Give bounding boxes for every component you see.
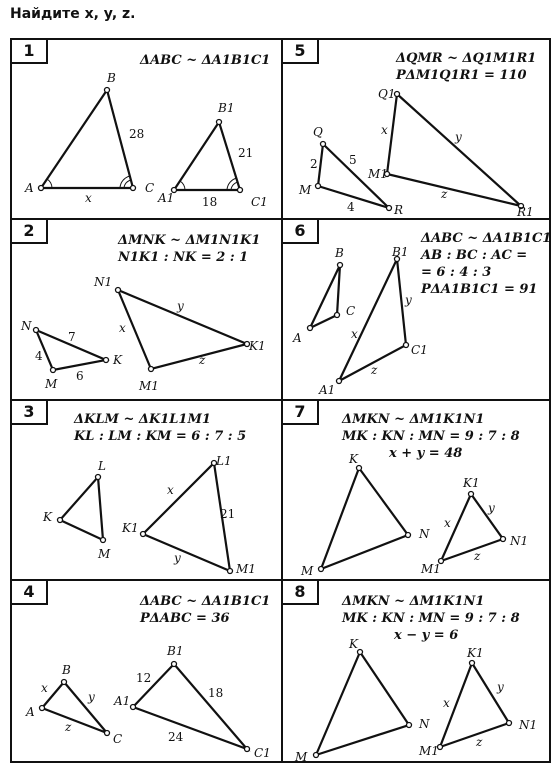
vertex-label: M (98, 547, 111, 561)
vertex-point (406, 533, 411, 538)
vertex-label: A (26, 705, 35, 719)
vertex-point (501, 537, 506, 542)
angle-mark (124, 180, 131, 188)
vertex-label: R (394, 203, 404, 217)
vertex-label: B1 (167, 644, 184, 658)
vertex-point (149, 367, 154, 372)
vertex-point (245, 747, 250, 752)
vertex-point (39, 186, 44, 191)
side-label: 2 (310, 157, 318, 171)
triangle-q1m1r1 (387, 94, 521, 206)
triangle-abc (42, 682, 107, 733)
triangle-mkn (316, 652, 409, 755)
triangle-figure (12, 581, 285, 765)
side-label: 24 (168, 730, 184, 744)
vertex-label: C1 (251, 195, 268, 209)
vertex-point (105, 731, 110, 736)
side-label: 4 (347, 200, 355, 214)
vertex-label: C1 (254, 746, 271, 760)
vertex-point (34, 328, 39, 333)
problem-4 (10, 579, 283, 763)
vertex-label: N1 (510, 534, 529, 548)
vertex-point (470, 661, 475, 666)
side-label: y (455, 130, 462, 144)
condition-line: = 6 : 4 : 3 (421, 265, 492, 280)
vertex-label: A (293, 331, 302, 345)
condition-line: PΔABC = 36 (140, 611, 230, 626)
side-label: x (119, 321, 126, 335)
problem-number: 1 (10, 38, 48, 64)
problem-number: 4 (10, 579, 48, 605)
condition-line: MK : KN : MN = 9 : 7 : 8 (342, 429, 520, 444)
condition-line: ΔMKN ~ ΔM1K1N1 (342, 412, 485, 427)
condition-line: ΔABC ~ ΔA1B1C1 (140, 594, 271, 609)
vertex-label: M (45, 377, 58, 391)
side-label: 4 (35, 349, 43, 363)
vertex-label: B (107, 71, 116, 85)
vertex-point (238, 188, 243, 193)
vertex-label: N (21, 319, 32, 333)
vertex-point (51, 368, 56, 373)
vertex-point (141, 532, 146, 537)
side-label: x (444, 516, 451, 530)
triangle-k1l1m1 (143, 463, 230, 571)
vertex-point (105, 88, 110, 93)
problem-3 (10, 399, 283, 581)
side-label: z (476, 735, 483, 749)
side-label: y (174, 551, 181, 565)
problem-7 (281, 399, 551, 581)
triangle-figure (283, 401, 553, 583)
vertex-point (62, 680, 67, 685)
vertex-label: N1 (519, 718, 538, 732)
side-label: y (405, 293, 412, 307)
angle-mark (227, 178, 237, 190)
side-label: 6 (76, 369, 84, 383)
side-label: z (65, 720, 72, 734)
side-label: 18 (208, 686, 224, 700)
side-label: x (41, 681, 48, 695)
vertex-point (96, 475, 101, 480)
triangle-m1k1n1 (440, 663, 509, 747)
vertex-point (407, 723, 412, 728)
vertex-point (335, 313, 340, 318)
problem-number: 5 (281, 38, 319, 64)
vertex-label: K (113, 353, 122, 367)
problem-1 (10, 38, 283, 220)
vertex-label: K (43, 510, 52, 524)
triangle-abc (41, 90, 133, 188)
vertex-label: M1 (368, 167, 388, 181)
triangle-a1b1c1 (174, 122, 240, 190)
vertex-label: N1 (94, 275, 113, 289)
condition-line: PΔM1Q1R1 = 110 (396, 68, 527, 83)
triangle-figure (283, 220, 553, 403)
condition-line: ΔQMR ~ ΔQ1M1R1 (396, 51, 537, 66)
vertex-label: N (419, 527, 430, 541)
side-label: 12 (136, 671, 152, 685)
triangle-figure (12, 40, 285, 222)
vertex-point (469, 492, 474, 497)
vertex-label: K1 (122, 521, 139, 535)
vertex-label: C1 (411, 343, 428, 357)
vertex-label: M (299, 183, 312, 197)
condition-line: ΔMNK ~ ΔM1N1K1 (118, 233, 261, 248)
angle-mark (180, 181, 185, 190)
vertex-label: R1 (517, 205, 534, 219)
triangle-figure (283, 40, 553, 222)
problem-6 (281, 218, 551, 401)
vertex-label: K1 (463, 476, 480, 490)
side-label: 21 (220, 507, 236, 521)
vertex-point (217, 120, 222, 125)
vertex-point (101, 538, 106, 543)
vertex-label: M1 (421, 562, 441, 576)
triangle-figure (283, 581, 553, 765)
vertex-point (131, 705, 136, 710)
vertex-label: B (335, 246, 344, 260)
problem-number: 7 (281, 399, 319, 425)
vertex-label: M (301, 564, 314, 578)
vertex-label: C (346, 304, 356, 318)
side-label: z (441, 187, 448, 201)
condition-line: ΔKLM ~ ΔK1L1M1 (74, 412, 211, 427)
vertex-label: Q (313, 125, 323, 139)
side-label: y (488, 501, 495, 515)
vertex-label: M (295, 750, 308, 764)
vertex-point (319, 567, 324, 572)
angle-mark (120, 176, 130, 188)
vertex-label: M1 (419, 744, 439, 758)
condition-line: ΔABC ~ ΔA1B1C1 (140, 53, 271, 68)
vertex-label: A1 (319, 383, 336, 397)
condition-line: ΔMKN ~ ΔM1K1N1 (342, 594, 485, 609)
condition-line: ΔABC ~ ΔA1B1C1 (421, 231, 552, 246)
side-label: z (371, 363, 378, 377)
condition-line: PΔA1B1C1 = 91 (421, 282, 538, 297)
problem-number: 3 (10, 399, 48, 425)
vertex-point (358, 650, 363, 655)
vertex-point (387, 206, 392, 211)
problem-8 (281, 579, 551, 763)
vertex-label: N (419, 717, 430, 731)
vertex-point (507, 721, 512, 726)
side-label: x (167, 483, 174, 497)
vertex-point (116, 288, 121, 293)
condition-line: KL : LM : KM = 6 : 7 : 5 (74, 429, 247, 444)
vertex-point (308, 326, 313, 331)
vertex-point (316, 184, 321, 189)
vertex-point (104, 358, 109, 363)
vertex-label: L1 (216, 454, 232, 468)
side-label: x (85, 191, 92, 205)
condition-line: x + y = 48 (389, 446, 463, 461)
side-label: 18 (202, 195, 218, 209)
triangle-figure (12, 401, 285, 583)
vertex-point (321, 142, 326, 147)
side-label: x (351, 327, 358, 341)
vertex-point (337, 379, 342, 384)
vertex-label: B1 (392, 245, 409, 259)
vertex-point (314, 753, 319, 758)
vertex-label: A1 (158, 191, 175, 205)
problem-number: 2 (10, 218, 48, 244)
side-label: x (381, 123, 388, 137)
page-title: Найдите x, y, z. (10, 6, 136, 22)
angle-mark (47, 179, 52, 188)
side-label: y (177, 299, 184, 313)
problem-5 (281, 38, 551, 220)
vertex-label: A (25, 181, 34, 195)
triangle-figure (12, 220, 285, 403)
vertex-label: C (113, 732, 123, 746)
vertex-label: K1 (249, 339, 266, 353)
condition-line: MK : KN : MN = 9 : 7 : 8 (342, 611, 520, 626)
problem-2 (10, 218, 283, 401)
side-label: 7 (68, 330, 76, 344)
vertex-point (228, 569, 233, 574)
triangle-mkn (321, 468, 408, 569)
problem-number: 8 (281, 579, 319, 605)
side-label: x (443, 696, 450, 710)
vertex-point (172, 662, 177, 667)
side-label: z (474, 549, 481, 563)
vertex-label: B (62, 663, 71, 677)
vertex-label: A1 (114, 694, 131, 708)
vertex-label: M1 (139, 379, 159, 393)
vertex-point (131, 186, 136, 191)
triangle-klm (60, 477, 103, 540)
vertex-label: L (98, 459, 106, 473)
vertex-label: K (349, 452, 358, 466)
vertex-label: K (349, 637, 358, 651)
vertex-label: Q1 (378, 87, 396, 101)
side-label: 28 (129, 127, 145, 141)
vertex-label: K1 (467, 646, 484, 660)
condition-line: x − y = 6 (394, 628, 459, 643)
problem-number: 6 (281, 218, 319, 244)
vertex-label: C (145, 181, 155, 195)
vertex-point (357, 466, 362, 471)
triangle-abc (310, 265, 340, 328)
side-label: y (88, 690, 95, 704)
condition-line: AB : BC : AC = (421, 248, 528, 263)
vertex-point (404, 343, 409, 348)
side-label: y (497, 680, 504, 694)
vertex-point (338, 263, 343, 268)
side-label: z (199, 353, 206, 367)
vertex-label: B1 (218, 101, 235, 115)
vertex-point (58, 518, 63, 523)
vertex-point (40, 706, 45, 711)
condition-line: N1K1 : NK = 2 : 1 (118, 250, 249, 265)
side-label: 5 (349, 153, 357, 167)
side-label: 21 (238, 146, 254, 160)
vertex-label: M1 (236, 562, 256, 576)
